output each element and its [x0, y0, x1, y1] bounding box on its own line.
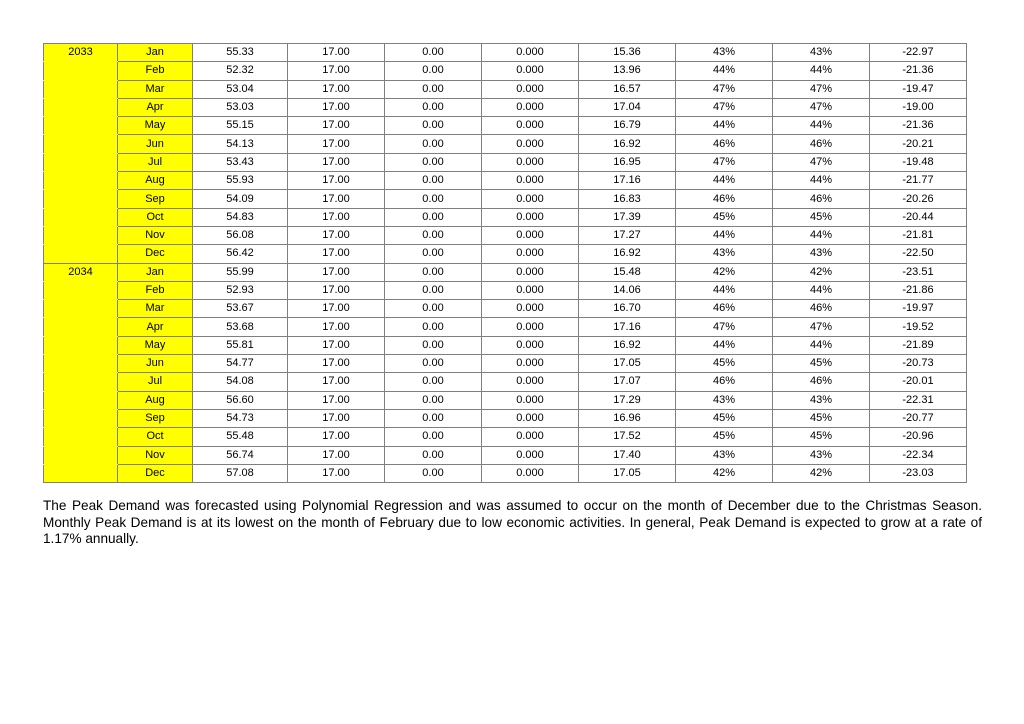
- year-cell: [44, 117, 118, 135]
- peak-demand-cell: 54.77: [193, 355, 288, 373]
- reserve-cell: -19.48: [870, 153, 967, 171]
- col5-cell: 17.16: [579, 172, 676, 190]
- year-cell: [44, 153, 118, 171]
- col3-cell: 0.00: [385, 263, 482, 281]
- pct-a-cell: 47%: [676, 153, 773, 171]
- pct-a-cell: 45%: [676, 409, 773, 427]
- capacity-cell: 17.00: [288, 226, 385, 244]
- peak-demand-cell: 53.43: [193, 153, 288, 171]
- peak-demand-cell: 56.60: [193, 391, 288, 409]
- table-row: [44, 464, 967, 482]
- col5-cell: 17.39: [579, 208, 676, 226]
- col4-cell: 0.000: [482, 281, 579, 299]
- table-row: [44, 409, 967, 427]
- capacity-cell: 17.00: [288, 44, 385, 62]
- col4-cell: 0.000: [482, 62, 579, 80]
- col5-cell: 16.70: [579, 300, 676, 318]
- year-cell: [44, 373, 118, 391]
- reserve-cell: -23.03: [870, 464, 967, 482]
- col5-cell: 17.07: [579, 373, 676, 391]
- pct-a-cell: 47%: [676, 80, 773, 98]
- col3-cell: 0.00: [385, 153, 482, 171]
- col4-cell: 0.000: [482, 464, 579, 482]
- capacity-cell: 17.00: [288, 428, 385, 446]
- capacity-cell: 17.00: [288, 208, 385, 226]
- col5-cell: 15.36: [579, 44, 676, 62]
- col5-cell: 16.92: [579, 336, 676, 354]
- col4-cell: 0.000: [482, 153, 579, 171]
- pct-b-cell: 46%: [773, 373, 870, 391]
- pct-a-cell: 44%: [676, 117, 773, 135]
- col5-cell: 17.29: [579, 391, 676, 409]
- col5-cell: 17.05: [579, 464, 676, 482]
- peak-demand-cell: 52.32: [193, 62, 288, 80]
- month-cell: Sep: [118, 409, 193, 427]
- reserve-cell: -22.34: [870, 446, 967, 464]
- capacity-cell: 17.00: [288, 135, 385, 153]
- pct-a-cell: 45%: [676, 355, 773, 373]
- peak-demand-cell: 56.08: [193, 226, 288, 244]
- month-cell: Feb: [118, 281, 193, 299]
- year-cell: [44, 62, 118, 80]
- year-cell: [44, 464, 118, 482]
- col3-cell: 0.00: [385, 190, 482, 208]
- pct-b-cell: 46%: [773, 300, 870, 318]
- col5-cell: 16.96: [579, 409, 676, 427]
- year-cell: [44, 355, 118, 373]
- month-cell: May: [118, 117, 193, 135]
- pct-a-cell: 46%: [676, 300, 773, 318]
- table-row: [44, 318, 967, 336]
- table-row: [44, 208, 967, 226]
- col3-cell: 0.00: [385, 80, 482, 98]
- year-cell: [44, 281, 118, 299]
- col4-cell: 0.000: [482, 44, 579, 62]
- reserve-cell: -20.77: [870, 409, 967, 427]
- year-cell: [44, 245, 118, 263]
- month-cell: Apr: [118, 318, 193, 336]
- peak-demand-cell: 53.03: [193, 98, 288, 116]
- month-cell: May: [118, 336, 193, 354]
- year-cell: [44, 226, 118, 244]
- year-cell: [44, 391, 118, 409]
- month-cell: Feb: [118, 62, 193, 80]
- capacity-cell: 17.00: [288, 80, 385, 98]
- peak-demand-cell: 56.74: [193, 446, 288, 464]
- table-row: [44, 44, 967, 62]
- reserve-cell: -20.26: [870, 190, 967, 208]
- col4-cell: 0.000: [482, 318, 579, 336]
- year-cell: [44, 300, 118, 318]
- col4-cell: 0.000: [482, 373, 579, 391]
- pct-b-cell: 47%: [773, 318, 870, 336]
- col3-cell: 0.00: [385, 226, 482, 244]
- capacity-cell: 17.00: [288, 117, 385, 135]
- reserve-cell: -19.47: [870, 80, 967, 98]
- col5-cell: 14.06: [579, 281, 676, 299]
- capacity-cell: 17.00: [288, 245, 385, 263]
- capacity-cell: 17.00: [288, 153, 385, 171]
- col4-cell: 0.000: [482, 80, 579, 98]
- peak-demand-cell: 55.48: [193, 428, 288, 446]
- pct-a-cell: 47%: [676, 318, 773, 336]
- col3-cell: 0.00: [385, 428, 482, 446]
- col3-cell: 0.00: [385, 446, 482, 464]
- col4-cell: 0.000: [482, 190, 579, 208]
- peak-demand-cell: 53.67: [193, 300, 288, 318]
- year-cell: [44, 409, 118, 427]
- month-cell: Mar: [118, 80, 193, 98]
- table-row: [44, 428, 967, 446]
- peak-demand-cell: 55.33: [193, 44, 288, 62]
- peak-demand-cell: 57.08: [193, 464, 288, 482]
- pct-b-cell: 43%: [773, 446, 870, 464]
- col5-cell: 16.79: [579, 117, 676, 135]
- col5-cell: 17.40: [579, 446, 676, 464]
- reserve-cell: -23.51: [870, 263, 967, 281]
- year-cell: [44, 172, 118, 190]
- table-row: [44, 336, 967, 354]
- pct-b-cell: 44%: [773, 281, 870, 299]
- table-row: [44, 355, 967, 373]
- year-cell: [44, 318, 118, 336]
- reserve-cell: -19.97: [870, 300, 967, 318]
- pct-a-cell: 45%: [676, 208, 773, 226]
- col3-cell: 0.00: [385, 172, 482, 190]
- capacity-cell: 17.00: [288, 300, 385, 318]
- reserve-cell: -20.21: [870, 135, 967, 153]
- col3-cell: 0.00: [385, 373, 482, 391]
- col3-cell: 0.00: [385, 355, 482, 373]
- pct-b-cell: 42%: [773, 263, 870, 281]
- capacity-cell: 17.00: [288, 62, 385, 80]
- col4-cell: 0.000: [482, 355, 579, 373]
- col3-cell: 0.00: [385, 318, 482, 336]
- pct-b-cell: 45%: [773, 208, 870, 226]
- capacity-cell: 17.00: [288, 172, 385, 190]
- col5-cell: 17.04: [579, 98, 676, 116]
- month-cell: Dec: [118, 245, 193, 263]
- pct-a-cell: 44%: [676, 336, 773, 354]
- capacity-cell: 17.00: [288, 409, 385, 427]
- col3-cell: 0.00: [385, 336, 482, 354]
- pct-a-cell: 44%: [676, 281, 773, 299]
- table-row: [44, 245, 967, 263]
- peak-demand-cell: 52.93: [193, 281, 288, 299]
- pct-b-cell: 43%: [773, 44, 870, 62]
- col5-cell: 16.83: [579, 190, 676, 208]
- capacity-cell: 17.00: [288, 355, 385, 373]
- col5-cell: 16.92: [579, 135, 676, 153]
- capacity-cell: 17.00: [288, 373, 385, 391]
- year-cell: [44, 428, 118, 446]
- year-cell: [44, 446, 118, 464]
- month-cell: Jul: [118, 153, 193, 171]
- pct-a-cell: 43%: [676, 446, 773, 464]
- table-row: [44, 98, 967, 116]
- month-cell: Nov: [118, 446, 193, 464]
- col3-cell: 0.00: [385, 281, 482, 299]
- capacity-cell: 17.00: [288, 391, 385, 409]
- table-row: [44, 135, 967, 153]
- col5-cell: 16.95: [579, 153, 676, 171]
- table-row: [44, 190, 967, 208]
- year-cell: [44, 135, 118, 153]
- month-cell: Sep: [118, 190, 193, 208]
- pct-a-cell: 46%: [676, 373, 773, 391]
- reserve-cell: -21.36: [870, 117, 967, 135]
- col4-cell: 0.000: [482, 263, 579, 281]
- col5-cell: 17.52: [579, 428, 676, 446]
- forecast-table: [43, 43, 967, 483]
- month-cell: Jun: [118, 355, 193, 373]
- pct-b-cell: 45%: [773, 355, 870, 373]
- col3-cell: 0.00: [385, 62, 482, 80]
- capacity-cell: 17.00: [288, 464, 385, 482]
- reserve-cell: -21.77: [870, 172, 967, 190]
- pct-b-cell: 45%: [773, 428, 870, 446]
- peak-demand-cell: 54.83: [193, 208, 288, 226]
- reserve-cell: -19.52: [870, 318, 967, 336]
- month-cell: Mar: [118, 300, 193, 318]
- table-row: [44, 300, 967, 318]
- year-cell: 2033: [44, 44, 118, 62]
- summary-paragraph: The Peak Demand was forecasted using Polynomial Regression and was assumed to occur on the month of December due to the Christmas Season. Monthly Peak Demand is at its lowest on the month of February due to low economic activities. In general, Peak Demand is expected to grow at a rate of 1.17% annually.: [43, 498, 982, 547]
- col3-cell: 0.00: [385, 98, 482, 116]
- pct-b-cell: 44%: [773, 336, 870, 354]
- pct-a-cell: 43%: [676, 245, 773, 263]
- table-row: [44, 172, 967, 190]
- col3-cell: 0.00: [385, 208, 482, 226]
- col5-cell: 17.16: [579, 318, 676, 336]
- col4-cell: 0.000: [482, 117, 579, 135]
- col3-cell: 0.00: [385, 117, 482, 135]
- pct-b-cell: 44%: [773, 62, 870, 80]
- table-row: [44, 226, 967, 244]
- col4-cell: 0.000: [482, 208, 579, 226]
- col5-cell: 16.57: [579, 80, 676, 98]
- capacity-cell: 17.00: [288, 281, 385, 299]
- year-cell: [44, 208, 118, 226]
- reserve-cell: -19.00: [870, 98, 967, 116]
- pct-a-cell: 47%: [676, 98, 773, 116]
- pct-b-cell: 47%: [773, 98, 870, 116]
- capacity-cell: 17.00: [288, 190, 385, 208]
- peak-demand-cell: 55.15: [193, 117, 288, 135]
- col3-cell: 0.00: [385, 135, 482, 153]
- year-cell: 2034: [44, 263, 118, 281]
- year-cell: [44, 190, 118, 208]
- pct-a-cell: 44%: [676, 62, 773, 80]
- reserve-cell: -21.89: [870, 336, 967, 354]
- peak-demand-cell: 54.73: [193, 409, 288, 427]
- pct-a-cell: 42%: [676, 263, 773, 281]
- col3-cell: 0.00: [385, 245, 482, 263]
- col5-cell: 15.48: [579, 263, 676, 281]
- col4-cell: 0.000: [482, 428, 579, 446]
- pct-b-cell: 46%: [773, 135, 870, 153]
- peak-demand-cell: 53.04: [193, 80, 288, 98]
- pct-a-cell: 45%: [676, 428, 773, 446]
- month-cell: Jul: [118, 373, 193, 391]
- pct-b-cell: 43%: [773, 391, 870, 409]
- col4-cell: 0.000: [482, 172, 579, 190]
- pct-a-cell: 46%: [676, 190, 773, 208]
- col3-cell: 0.00: [385, 300, 482, 318]
- reserve-cell: -21.81: [870, 226, 967, 244]
- col4-cell: 0.000: [482, 98, 579, 116]
- table-row: [44, 153, 967, 171]
- col4-cell: 0.000: [482, 226, 579, 244]
- pct-a-cell: 44%: [676, 226, 773, 244]
- reserve-cell: -22.97: [870, 44, 967, 62]
- pct-a-cell: 43%: [676, 391, 773, 409]
- month-cell: Oct: [118, 428, 193, 446]
- col5-cell: 17.05: [579, 355, 676, 373]
- table-row: [44, 117, 967, 135]
- pct-a-cell: 42%: [676, 464, 773, 482]
- pct-b-cell: 47%: [773, 153, 870, 171]
- month-cell: Jun: [118, 135, 193, 153]
- peak-demand-cell: 55.93: [193, 172, 288, 190]
- pct-b-cell: 43%: [773, 245, 870, 263]
- table-row: [44, 281, 967, 299]
- capacity-cell: 17.00: [288, 446, 385, 464]
- month-cell: Jan: [118, 44, 193, 62]
- capacity-cell: 17.00: [288, 318, 385, 336]
- peak-demand-cell: 56.42: [193, 245, 288, 263]
- pct-b-cell: 47%: [773, 80, 870, 98]
- col3-cell: 0.00: [385, 44, 482, 62]
- col4-cell: 0.000: [482, 336, 579, 354]
- peak-demand-cell: 55.99: [193, 263, 288, 281]
- col3-cell: 0.00: [385, 409, 482, 427]
- peak-demand-cell: 55.81: [193, 336, 288, 354]
- reserve-cell: -20.96: [870, 428, 967, 446]
- reserve-cell: -20.01: [870, 373, 967, 391]
- table-row: [44, 80, 967, 98]
- table-row: [44, 391, 967, 409]
- month-cell: Nov: [118, 226, 193, 244]
- table-row: [44, 446, 967, 464]
- year-cell: [44, 98, 118, 116]
- col3-cell: 0.00: [385, 464, 482, 482]
- col4-cell: 0.000: [482, 135, 579, 153]
- reserve-cell: -22.50: [870, 245, 967, 263]
- table-row: [44, 373, 967, 391]
- year-cell: [44, 336, 118, 354]
- peak-demand-cell: 54.13: [193, 135, 288, 153]
- pct-b-cell: 46%: [773, 190, 870, 208]
- month-cell: Aug: [118, 391, 193, 409]
- reserve-cell: -21.36: [870, 62, 967, 80]
- reserve-cell: -21.86: [870, 281, 967, 299]
- pct-a-cell: 46%: [676, 135, 773, 153]
- peak-demand-cell: 53.68: [193, 318, 288, 336]
- reserve-cell: -20.44: [870, 208, 967, 226]
- table-row: [44, 263, 967, 281]
- month-cell: Aug: [118, 172, 193, 190]
- col4-cell: 0.000: [482, 300, 579, 318]
- pct-b-cell: 44%: [773, 226, 870, 244]
- month-cell: Jan: [118, 263, 193, 281]
- capacity-cell: 17.00: [288, 98, 385, 116]
- month-cell: Apr: [118, 98, 193, 116]
- month-cell: Dec: [118, 464, 193, 482]
- reserve-cell: -22.31: [870, 391, 967, 409]
- col5-cell: 16.92: [579, 245, 676, 263]
- pct-a-cell: 43%: [676, 44, 773, 62]
- col5-cell: 13.96: [579, 62, 676, 80]
- capacity-cell: 17.00: [288, 336, 385, 354]
- month-cell: Oct: [118, 208, 193, 226]
- year-cell: [44, 80, 118, 98]
- col4-cell: 0.000: [482, 409, 579, 427]
- col4-cell: 0.000: [482, 245, 579, 263]
- pct-b-cell: 44%: [773, 172, 870, 190]
- pct-b-cell: 42%: [773, 464, 870, 482]
- peak-demand-cell: 54.09: [193, 190, 288, 208]
- col4-cell: 0.000: [482, 446, 579, 464]
- col4-cell: 0.000: [482, 391, 579, 409]
- col3-cell: 0.00: [385, 391, 482, 409]
- pct-a-cell: 44%: [676, 172, 773, 190]
- pct-b-cell: 44%: [773, 117, 870, 135]
- table-row: [44, 62, 967, 80]
- col5-cell: 17.27: [579, 226, 676, 244]
- reserve-cell: -20.73: [870, 355, 967, 373]
- peak-demand-cell: 54.08: [193, 373, 288, 391]
- capacity-cell: 17.00: [288, 263, 385, 281]
- pct-b-cell: 45%: [773, 409, 870, 427]
